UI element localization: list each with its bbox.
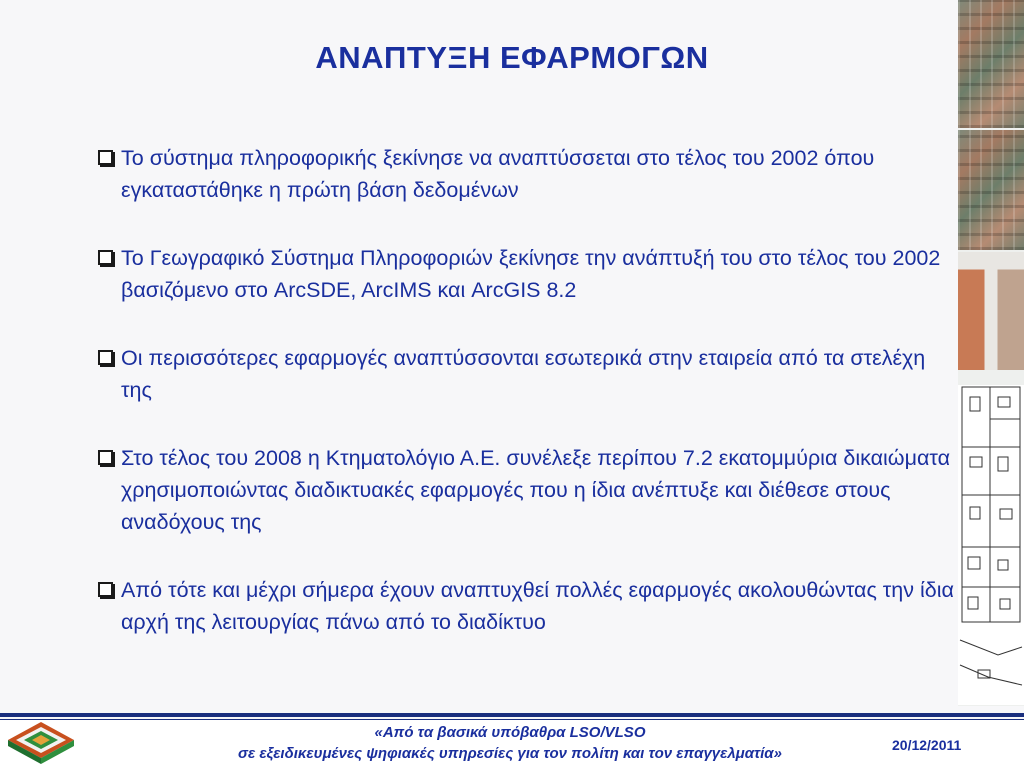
bullet-item (96, 442, 956, 538)
bullet-item (96, 574, 956, 638)
footer-date: 20/12/2011 (892, 737, 962, 753)
bullet-text: Το Γεωγραφικό Σύστημα Πληροφοριών ξεκίνησε την ανάπτυξή του στο τέλος του 2002 βασιζόμενο στο ArcSDE, ArcIMS και ArcGIS 8.2 (121, 246, 941, 302)
checkbox-bullet-icon (98, 250, 113, 265)
bullet-item (96, 342, 956, 406)
bullet-text: Από τότε και μέχρι σήμερα έχουν αναπτυχθεί πολλές εφαρμογές ακολουθώντας την ίδια αρχή της λειτουργίας πάνω από το διαδίκτυο (121, 578, 954, 634)
bullet-item (96, 242, 956, 306)
footer-caption-line1: «Από τα βασικά υπόβαθρα LSO/VLSO (374, 724, 646, 741)
footer-caption (150, 722, 870, 764)
ktimatologio-logo-icon (2, 718, 80, 766)
bullet-text: Το σύστημα πληροφορικής ξεκίνησε να αναπτύσσεται στο τέλος του 2002 όπου εγκαταστάθηκε η πρώτη βάση δεδομένων (121, 146, 875, 202)
checkbox-bullet-icon (98, 350, 113, 365)
footer-rule-thin (0, 719, 1024, 720)
aerial-photo-3 (958, 252, 1024, 370)
footer-rule (0, 713, 1024, 717)
cadastral-map (958, 385, 1024, 705)
bullet-text: Στο τέλος του 2008 η Κτηματολόγιο Α.Ε. συνέλεξε περίπου 7.2 εκατομμύρια δικαιώματα χρησιμοποιώντας διαδικτυακές εφαρμογές που η ίδια ανέπτυξε και διέθεσε στους αναδόχους της (121, 446, 951, 534)
slide-title: ΑΝΑΠΤΥΞΗ ΕΦΑΡΜΟΓΩΝ (315, 40, 709, 75)
aerial-photo-2 (958, 130, 1024, 250)
bullet-item (96, 142, 956, 206)
checkbox-bullet-icon (98, 450, 113, 465)
bullet-list (96, 142, 956, 674)
footer-caption-line2: σε εξειδικευμένες ψηφιακές υπηρεσίες για τον πολίτη και τον επαγγελματία» (238, 745, 782, 762)
checkbox-bullet-icon (98, 582, 113, 597)
bullet-text: Οι περισσότερες εφαρμογές αναπτύσσονται εσωτερικά στην εταιρεία από τα στελέχη της (121, 346, 926, 402)
checkbox-bullet-icon (98, 150, 113, 165)
